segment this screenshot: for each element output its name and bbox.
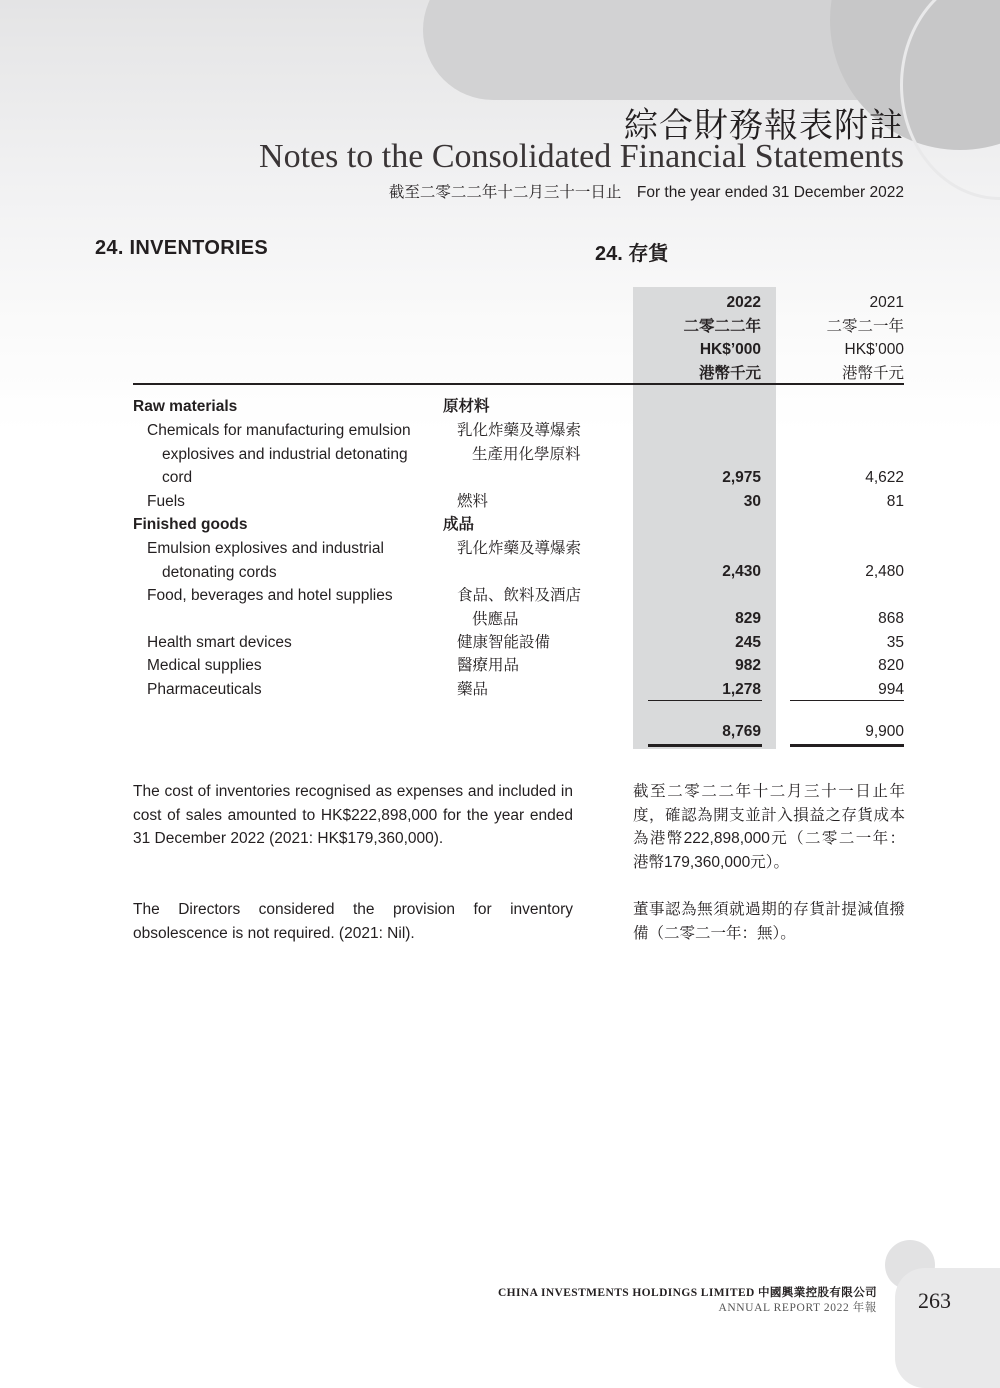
value-2022-fuels: 30 xyxy=(743,493,761,510)
value-2021-emulsion: 2,480 xyxy=(865,563,904,580)
row-label-fuels: Fuels xyxy=(147,493,185,510)
row-label-chemicals-chinese xyxy=(443,419,581,466)
label-line: detonating cords xyxy=(162,563,277,581)
subtotal-rule-2021 xyxy=(790,700,904,701)
column-year-chinese: 二零二一年 xyxy=(826,317,904,335)
row-label-finished-goods: Finished goods xyxy=(133,516,248,533)
decorative-footer-block xyxy=(895,1268,1000,1388)
label-line: Emulsion explosives and industrial xyxy=(147,540,384,557)
value-2022-medical: 982 xyxy=(735,657,761,674)
row-label-health-chinese: 健康智能設備 xyxy=(457,634,551,651)
label-line: 食品、飲料及酒店 xyxy=(457,587,582,604)
footer-report-label: ANNUAL REPORT 2022 年報 xyxy=(718,1302,877,1314)
row-label-raw-materials-chinese: 原材料 xyxy=(443,398,490,415)
value-2021-fuels: 81 xyxy=(886,493,904,510)
column-year: 2022 xyxy=(726,294,761,311)
column-unit-chinese: 港幣千元 xyxy=(841,364,904,382)
label-line: explosives and industrial detonating xyxy=(162,445,408,463)
row-label-food-chinese xyxy=(443,584,581,631)
value-2021-pharmaceuticals: 994 xyxy=(878,681,904,698)
table-header-rule xyxy=(133,383,904,385)
value-2022-chemicals: 2,975 xyxy=(722,469,761,486)
label-line: 供應品 xyxy=(472,610,519,628)
total-2022: 8,769 xyxy=(722,723,761,740)
value-2021-chemicals: 4,622 xyxy=(865,469,904,486)
footer-company-name: CHINA INVESTMENTS HOLDINGS LIMITED 中國興業控股有限公司 xyxy=(497,1287,877,1299)
row-label-raw-materials: Raw materials xyxy=(133,398,238,415)
row-label-fuels-chinese: 燃料 xyxy=(457,493,489,510)
total-double-rule-2022 xyxy=(648,744,762,747)
row-label-finished-goods-chinese: 成品 xyxy=(443,516,475,533)
column-year-chinese: 二零二二年 xyxy=(683,317,761,335)
row-label-emulsion-chinese: 乳化炸藥及導爆索 xyxy=(457,540,582,557)
row-label-medical: Medical supplies xyxy=(147,657,262,674)
column-unit: HK$’000 xyxy=(699,341,761,358)
section-heading-chinese: 24. 存貨 xyxy=(595,243,669,265)
row-label-medical-chinese: 醫療用品 xyxy=(457,657,520,674)
total-2021: 9,900 xyxy=(865,723,904,740)
value-2022-health: 245 xyxy=(735,634,761,651)
page-number: 263 xyxy=(918,1288,951,1313)
label-line: cord xyxy=(162,469,193,486)
page-title-english: Notes to the Consolidated Financial Statements xyxy=(259,138,904,175)
label-line: 生產用化學原料 xyxy=(472,445,581,463)
page-title-chinese: 綜合財務報表附註 xyxy=(624,106,904,146)
label-line: 乳化炸藥及導爆索 xyxy=(457,422,582,439)
value-2021-health: 35 xyxy=(886,634,904,651)
column-year: 2021 xyxy=(869,294,904,311)
row-label-health: Health smart devices xyxy=(147,634,292,651)
column-unit-chinese: 港幣千元 xyxy=(698,364,761,382)
row-label-food: Food, beverages and hotel supplies xyxy=(147,587,393,604)
note-cost-of-inventories: The cost of inventories recognised as expenses and included in cost of sales amounted to HK$222,898,000 for the year ended 31 December 2022 (2021: HK$179,360,000). xyxy=(133,783,573,847)
column-unit: HK$’000 xyxy=(844,341,904,358)
value-2022-emulsion: 2,430 xyxy=(722,563,761,580)
note-obsolescence-provision: The Directors considered the provision for inventory obsolescence is not required. (2021: Nil). xyxy=(133,901,573,942)
column-header-2022 xyxy=(633,291,761,385)
column-header-2021 xyxy=(776,291,904,385)
value-2021-medical: 820 xyxy=(878,657,904,674)
label-line: Chemicals for manufacturing emulsion xyxy=(147,422,411,439)
note-obsolescence-provision-chinese: 董事認為無須就過期的存貨計提減值撥備（二零二一年：無）。 xyxy=(633,901,905,942)
row-label-pharmaceuticals: Pharmaceuticals xyxy=(147,681,262,698)
section-heading-english: 24. INVENTORIES xyxy=(95,237,269,259)
value-2021-food: 868 xyxy=(878,610,904,627)
value-2022-pharmaceuticals: 1,278 xyxy=(722,681,761,698)
value-2022-food: 829 xyxy=(735,610,761,627)
row-label-chemicals xyxy=(133,419,411,490)
subtotal-rule-2022 xyxy=(648,700,762,701)
total-double-rule-2021 xyxy=(790,744,904,747)
note-cost-of-inventories-chinese: 截至二零二二年十二月三十一日止年度，確認為開支並計入損益之存貨成本為港幣222,898,000元（二零二一年：港幣179,360,000元）。 xyxy=(633,783,905,871)
row-label-pharmaceuticals-chinese: 藥品 xyxy=(457,681,489,698)
page-subtitle: 截至二零二二年十二月三十一日止 For the year ended 31 December 2022 xyxy=(388,184,904,201)
row-label-emulsion xyxy=(133,537,384,584)
